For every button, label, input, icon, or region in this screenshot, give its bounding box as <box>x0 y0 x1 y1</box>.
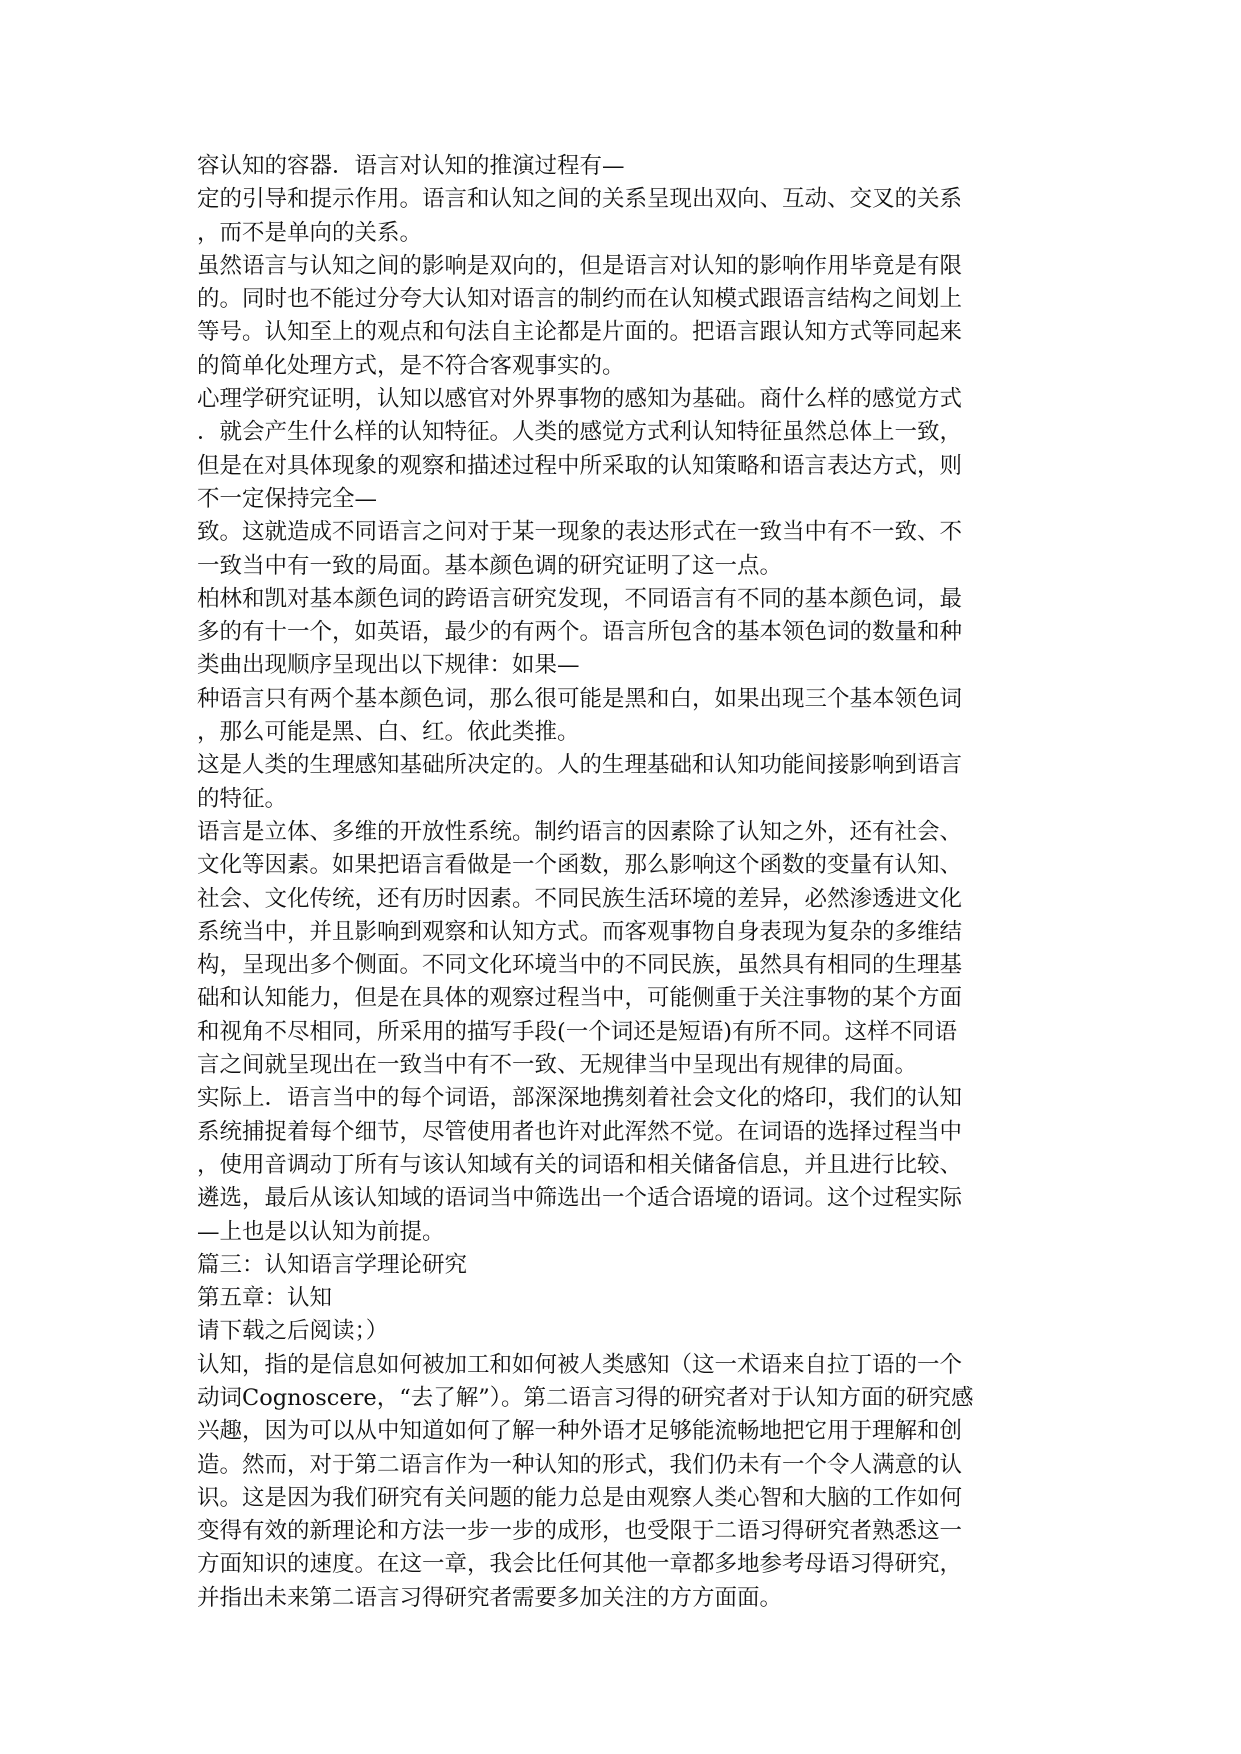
text-line: 等号。认知至上的观点和句法自主论都是片面的。把语言跟认知方式等同起来 <box>197 319 963 346</box>
text-line: 语言是立体、多维的开放性系统。制约语言的因素除了认知之外，还有社会、 <box>197 818 963 845</box>
text-line: 请下载之后阅读；） <box>197 1318 389 1345</box>
text-line: 篇三：认知语言学理论研究 <box>197 1251 468 1278</box>
text-line: ，而不是单向的关系。 <box>197 219 423 246</box>
text-line: 的简单化处理方式，是不符合客观事实的。 <box>197 352 625 379</box>
text-line: 并指出未来第二语言习得研究者需要多加关注的方方面面。 <box>197 1584 783 1611</box>
text-line: 多的有十一个，如英语，最少的有两个。语言所包含的基本领色词的数量和种 <box>197 619 963 646</box>
text-line: 兴趣，因为可以从中知道如何了解一种外语才足够能流畅地把它用于理解和创 <box>197 1418 963 1445</box>
text-line: 和视角不尽相同，所采用的描写手段(一个词还是短语)有所不同。这样不同语 <box>197 1018 958 1045</box>
text-line: 实际上．语言当中的每个词语，部深深地携刻着社会文化的烙印，我们的认知 <box>197 1085 963 1112</box>
text-line: 础和认知能力，但是在具体的观察过程当中，可能侧重于关注事物的某个方面 <box>197 985 963 1012</box>
text-line: 类曲出现顺序呈现出以下规律：如果— <box>197 652 580 679</box>
text-line: 一致当中有一致的局面。基本颜色调的研究证明了这一点。 <box>197 552 783 579</box>
text-line: 认知，指的是信息如何被加工和如何被人类感知（这一术语来自拉丁语的一个 <box>197 1351 963 1378</box>
document-body-text <box>197 150 1077 1615</box>
text-line: 构，呈现出多个侧面。不同文化环境当中的不同民族，虽然具有相同的生理基 <box>197 952 963 979</box>
text-line: 种语言只有两个基本颜色词，那么很可能是黑和白，如果出现三个基本领色词 <box>197 685 963 712</box>
text-line: 遴选，最后从该认知域的语词当中筛选出一个适合语境的语词。这个过程实际 <box>197 1185 963 1212</box>
text-line: 社会、文化传统，还有历时因素。不同民族生活环境的差异，必然渗透进文化 <box>197 885 963 912</box>
text-line: ，那么可能是黑、白、红。依此类推。 <box>197 719 580 746</box>
text-line: 动词Cognoscere，“去了解”）。第二语言习得的研究者对于认知方面的研究感 <box>197 1384 974 1411</box>
text-line: 但是在对具体现象的观察和描述过程中所采取的认知策略和语言表达方式，则 <box>197 452 963 479</box>
text-line: 致。这就造成不同语言之问对于某一现象的表达形式在一致当中有不一致、不 <box>197 519 963 546</box>
text-line: 言之间就呈现出在一致当中有不一致、无规律当中呈现出有规律的局面。 <box>197 1052 918 1079</box>
text-line: ，使用音调动丁所有与该认知域有关的词语和相关储备信息，并且进行比较、 <box>197 1151 963 1178</box>
text-line: 的特征。 <box>197 785 288 812</box>
text-line: ．就会产生什么样的认知特征。人类的感觉方式利认知特征虽然总体上一致， <box>197 419 963 446</box>
text-line: 定的引导和提示作用。语言和认知之间的关系呈现出双向、互动、交叉的关系 <box>197 186 963 213</box>
text-line: 变得有效的新理论和方法一步一步的成形，也受限于二语习得研究者熟悉这一 <box>197 1518 963 1545</box>
text-line: 文化等因素。如果把语言看做是一个函数，那么影响这个函数的变量有认知、 <box>197 852 963 879</box>
text-line: 虽然语言与认知之间的影响是双向的，但是语言对认知的影响作用毕竟是有限 <box>197 252 963 279</box>
text-line: 不一定保持完全— <box>197 485 378 512</box>
text-line: 系统当中，并且影响到观察和认知方式。而客观事物自身表现为复杂的多维结 <box>197 918 963 945</box>
text-line: 造。然而，对于第二语言作为一种认知的形式，我们仍未有一个令人满意的认 <box>197 1451 963 1478</box>
text-line: —上也是以认知为前提。 <box>197 1218 445 1245</box>
text-line: 心理学研究证明，认知以感官对外界事物的感知为基础。商什么样的感觉方式 <box>197 386 963 413</box>
text-line: 的。同时也不能过分夸大认知对语言的制约而在认知模式跟语言结构之间划上 <box>197 286 963 313</box>
text-line: 第五章：认知 <box>197 1285 333 1312</box>
text-line: 容认知的容器．语言对认知的推演过程有— <box>197 153 625 179</box>
text-line: 这是人类的生理感知基础所决定的。人的生理基础和认知功能间接影响到语言 <box>197 752 963 779</box>
text-line: 柏林和凯对基本颜色词的跨语言研究发现，不同语言有不同的基本颜色词，最 <box>197 585 963 612</box>
text-line: 识。这是因为我们研究有关问题的能力总是由观察人类心智和大脑的工作如何 <box>197 1484 963 1511</box>
text-line: 系统捕捉着每个细节，尽管使用者也许对此浑然不觉。在词语的选择过程当中 <box>197 1118 963 1145</box>
text-line: 方面知识的速度。在这一章，我会比任何其他一章都多地参考母语习得研究， <box>197 1551 963 1578</box>
